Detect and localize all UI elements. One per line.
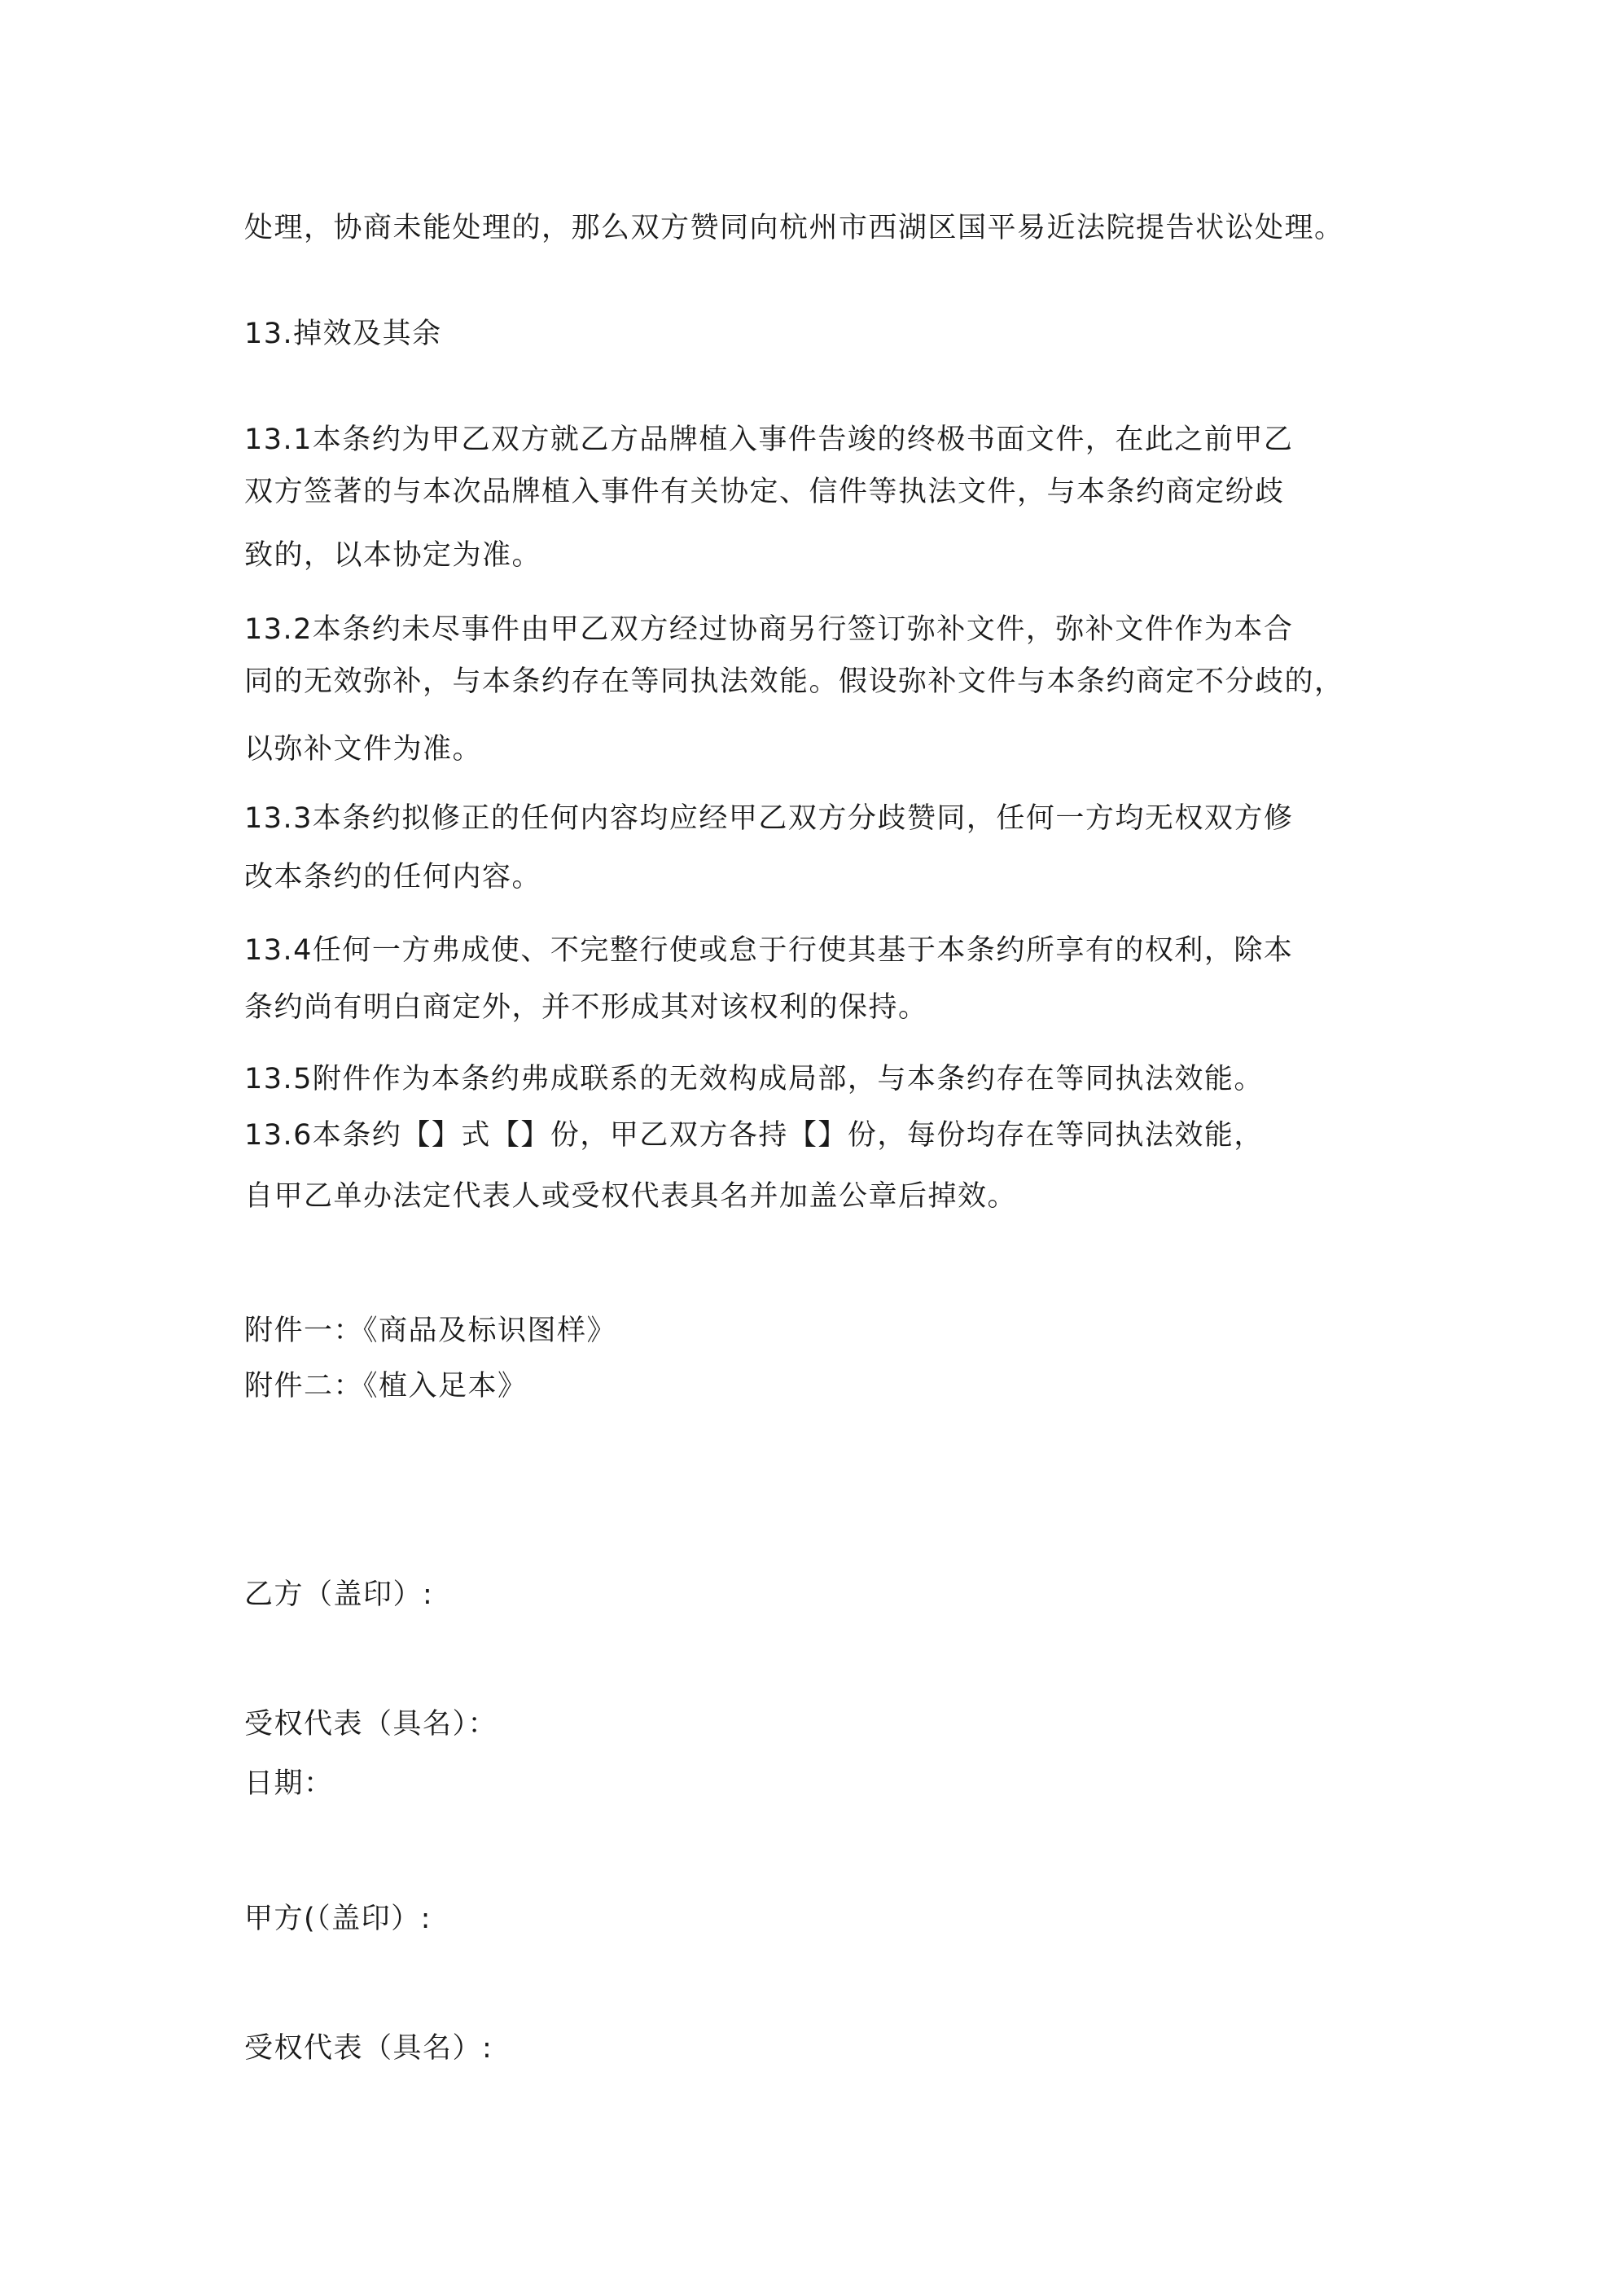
paragraph-line: 以弥补文件为准。 — [244, 733, 483, 766]
attachment-item: 附件一：《商品及标识图样》 — [244, 1315, 617, 1347]
paragraph-line: 自甲乙单办法定代表人或受权代表具名并加盖公章后掉效。 — [244, 1180, 1018, 1213]
signature-field: 受权代表（具名）： — [244, 1708, 498, 1741]
section-heading: 13.掉效及其余 — [244, 318, 442, 350]
paragraph-line: 同的无效弥补，与本条约存在等同执法效能。假设弥补文件与本条约商定不分歧的， — [244, 665, 1344, 698]
paragraph-line: 条约尚有明白商定外，并不形成其对该权利的保持。 — [244, 991, 928, 1024]
paragraph-line: 13.3本条约拟修正的任何内容均应经甲乙双方分歧赞同，任何一方均无权双方修 — [244, 802, 1294, 835]
paragraph-line: 13.6本条约【】式【】份，甲乙双方各持【】份，每份均存在等同执法效能， — [244, 1119, 1264, 1152]
paragraph-line: 处理，协商未能处理的，那么双方赞同向杭州市西湖区国平易近法院提告状讼处理。 — [244, 212, 1344, 244]
paragraph-line: 13.1本条约为甲乙双方就乙方品牌植入事件告竣的终极书面文件，在此之前甲乙 — [244, 424, 1294, 456]
paragraph-line: 改本条约的任何内容。 — [244, 861, 542, 893]
attachment-item: 附件二：《植入足本》 — [244, 1370, 528, 1403]
paragraph-line: 13.2本条约未尽事件由甲乙双方经过协商另行签订弥补文件，弥补文件作为本合 — [244, 613, 1294, 646]
paragraph-line: 13.4任何一方弗成使、不完整行使或怠于行使其基于本条约所享有的权利，除本 — [244, 934, 1294, 967]
paragraph-line: 双方签著的与本次品牌植入事件有关协定、信件等执法文件，与本条约商定纷歧 — [244, 476, 1285, 508]
signature-field: 日期： — [244, 1767, 334, 1800]
signature-field: 受权代表（具名）: — [244, 2032, 493, 2065]
signature-field: 甲方(（盖印）: — [244, 1903, 432, 1935]
paragraph-line: 致的，以本协定为准。 — [244, 539, 542, 572]
signature-field: 乙方（盖印）: — [244, 1578, 434, 1611]
paragraph-line: 13.5附件作为本条约弗成联系的无效构成局部，与本条约存在等同执法效能。 — [244, 1063, 1264, 1095]
